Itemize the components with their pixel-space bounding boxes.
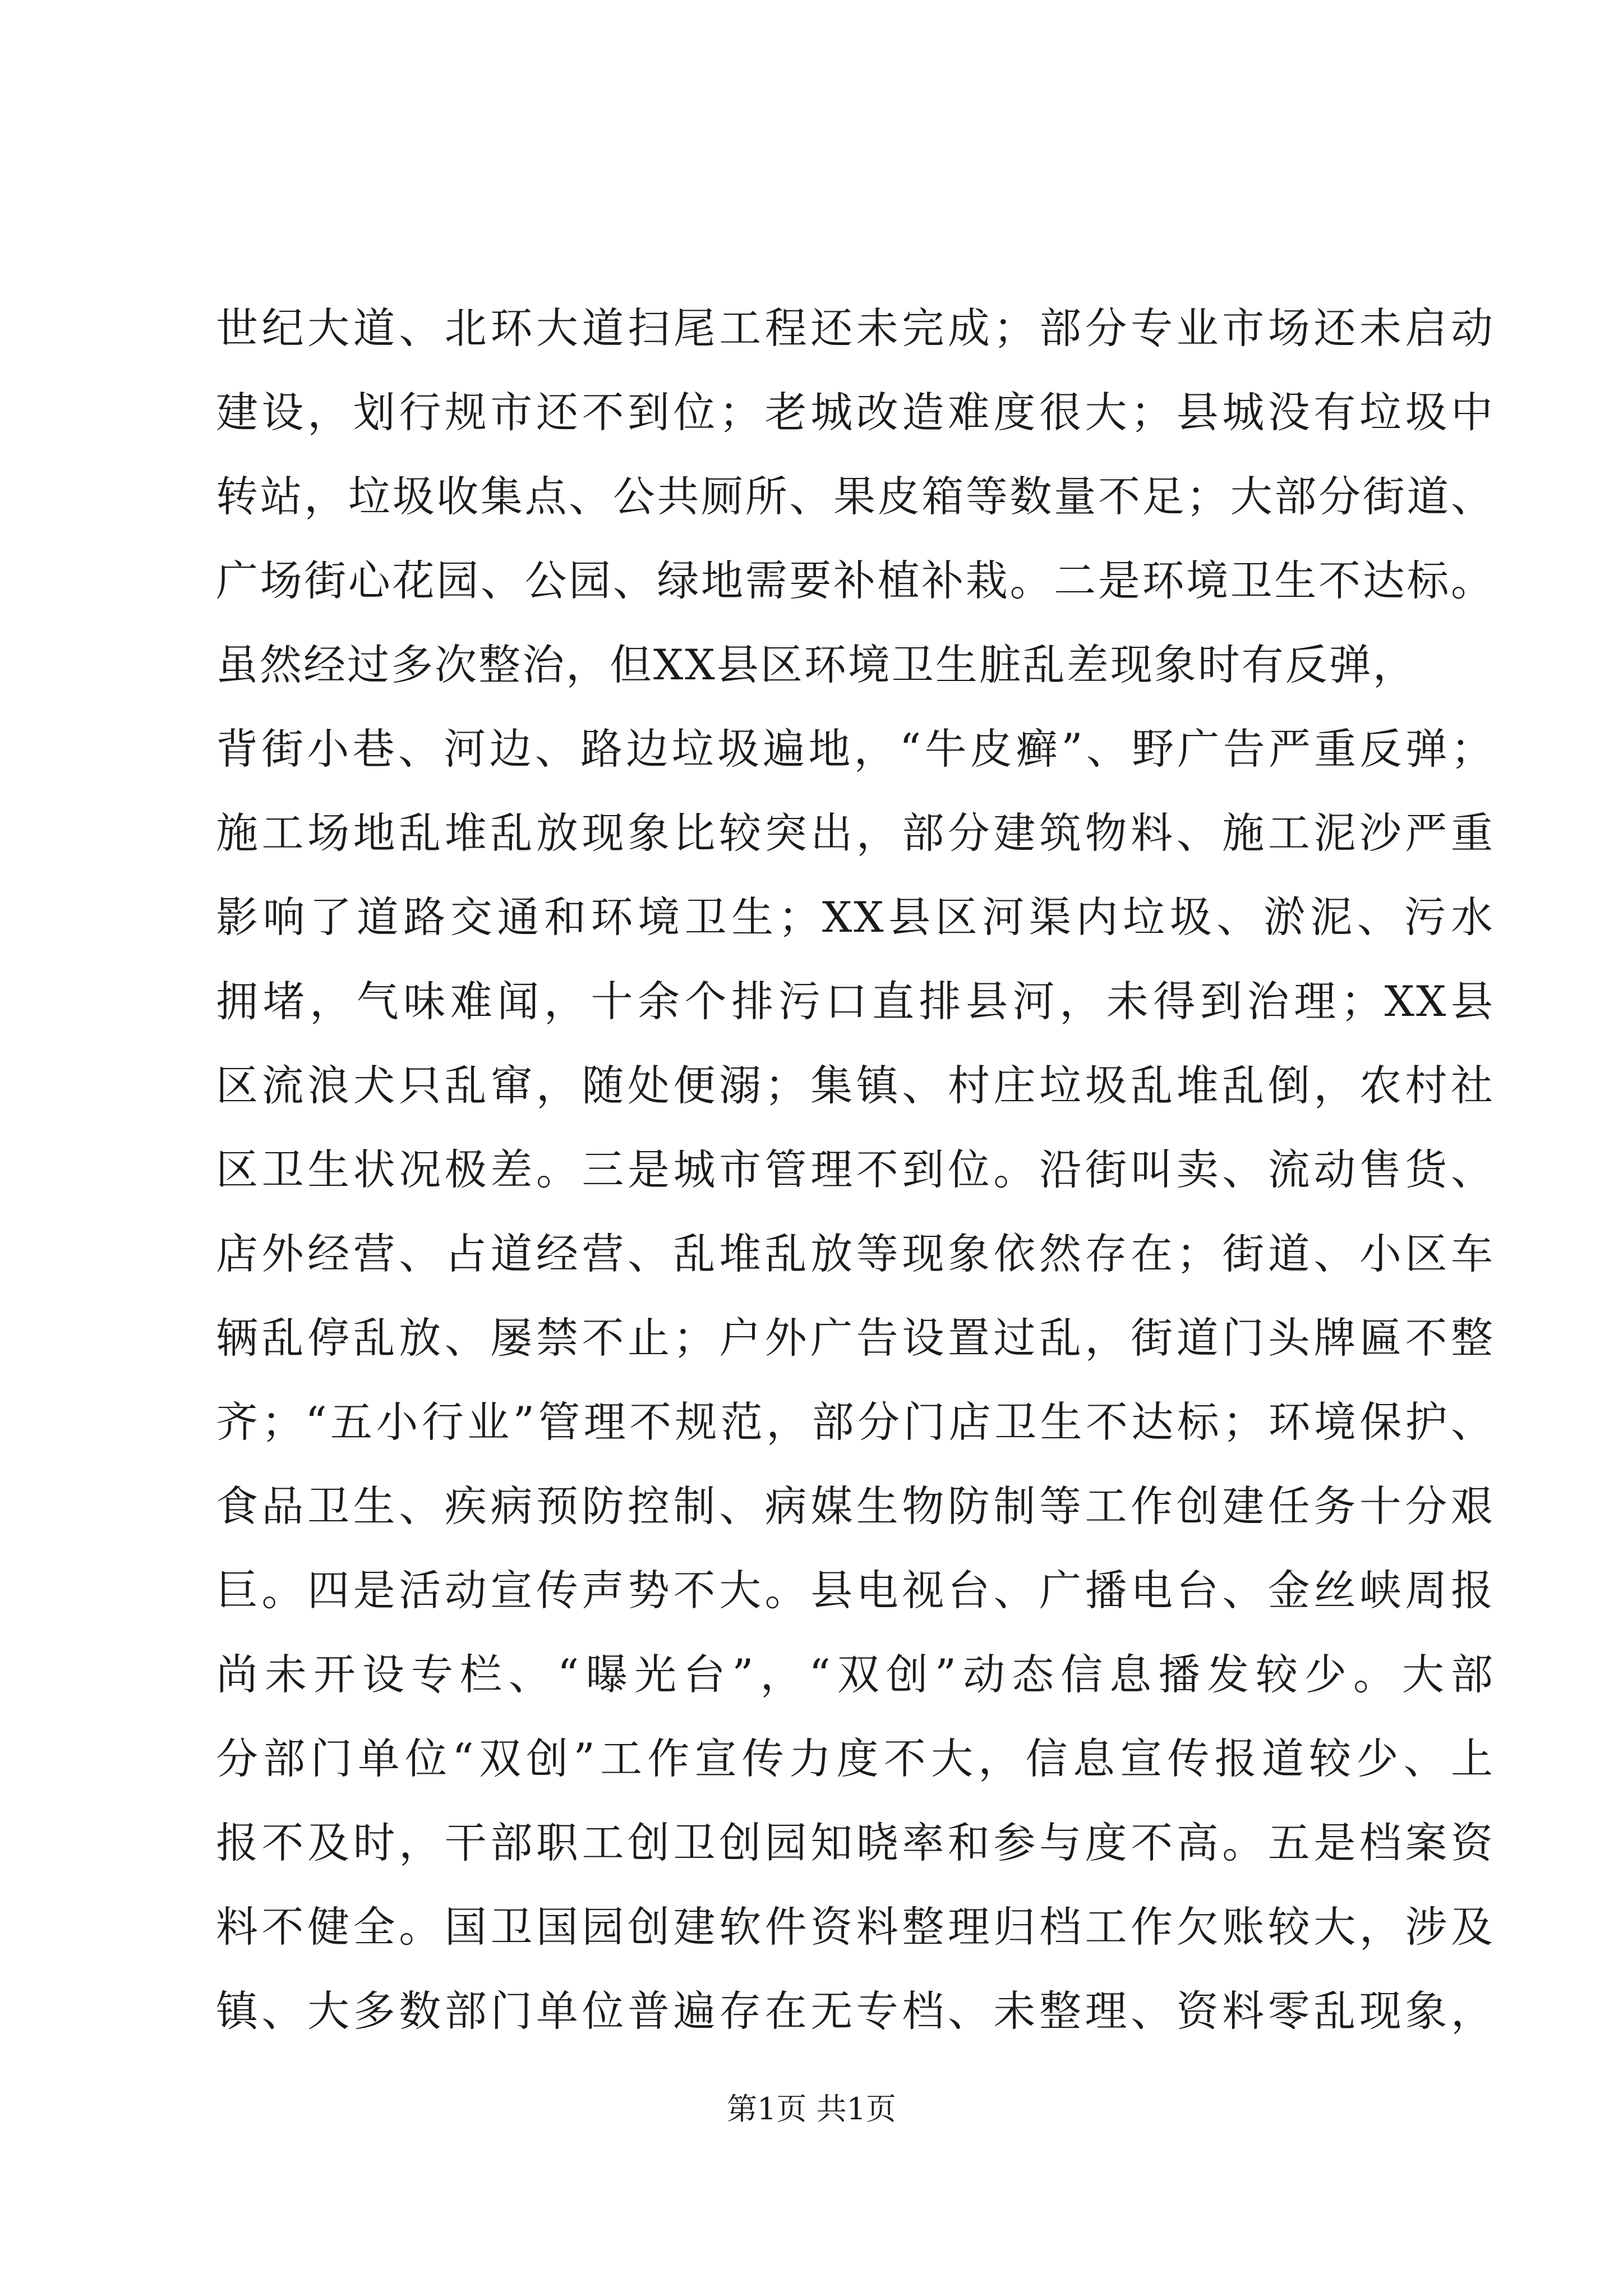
text-line: 影响了道路交通和环境卫生；XX县区河渠内垃圾、淤泥、污水 xyxy=(216,892,1495,942)
text-line: 世纪大道、北环大道扫尾工程还未完成；部分专业市场还未启动 xyxy=(216,303,1495,353)
text-line: 广场街心花园、公园、绿地需要补植补栽。二是环境卫生不达标。 xyxy=(216,556,1495,605)
text-line: 施工场地乱堆乱放现象比较突出，部分建筑物料、施工泥沙严重 xyxy=(216,808,1495,858)
text-line: 区卫生状况极差。三是城市管理不到位。沿街叫卖、流动售货、 xyxy=(216,1145,1495,1194)
text-line: 虽然经过多次整治，但XX县区环境卫生脏乱差现象时有反弹， xyxy=(216,640,1417,689)
page-number-footer: 第1页 共1页 xyxy=(727,2091,896,2127)
text-line: 区流浪犬只乱窜，随处便溺；集镇、村庄垃圾乱堆乱倒，农村社 xyxy=(216,1061,1495,1110)
text-line: 建设，划行规市还不到位；老城改造难度很大；县城没有垃圾中 xyxy=(216,388,1495,437)
text-line: 镇、大多数部门单位普遍存在无专档、未整理、资料零乱现象， xyxy=(216,1986,1495,2036)
text-line: 店外经营、占道经营、乱堆乱放等现象依然存在；街道、小区车 xyxy=(216,1229,1495,1278)
text-line: 食品卫生、疾病预防控制、病媒生物防制等工作创建任务十分艰 xyxy=(216,1481,1495,1531)
text-line: 巨。四是活动宣传声势不大。县电视台、广播电台、金丝峡周报 xyxy=(216,1566,1495,1615)
text-line: 背街小巷、河边、路边垃圾遍地，“牛皮癣”、野广告严重反弹； xyxy=(216,724,1495,774)
text-line: 转站，垃圾收集点、公共厕所、果皮箱等数量不足；大部分街道、 xyxy=(216,472,1495,521)
text-line: 报不及时，干部职工创卫创园知晓率和参与度不高。五是档案资 xyxy=(216,1818,1495,1867)
text-line: 料不健全。国卫国园创建软件资料整理归档工作欠账较大，涉及 xyxy=(216,1902,1495,1952)
text-line: 拥堵，气味难闻，十余个排污口直排县河，未得到治理；XX县 xyxy=(216,977,1495,1026)
text-line: 分部门单位“双创”工作宣传力度不大，信息宣传报道较少、上 xyxy=(216,1734,1495,1783)
text-line: 尚未开设专栏、“曝光台”，“双创”动态信息播发较少。大部 xyxy=(216,1650,1495,1699)
body-text xyxy=(216,286,1495,2053)
text-line: 齐；“五小行业”管理不规范，部分门店卫生不达标；环境保护、 xyxy=(216,1397,1495,1447)
text-line: 辆乱停乱放、屡禁不止；户外广告设置过乱，街道门头牌匾不整 xyxy=(216,1313,1495,1363)
